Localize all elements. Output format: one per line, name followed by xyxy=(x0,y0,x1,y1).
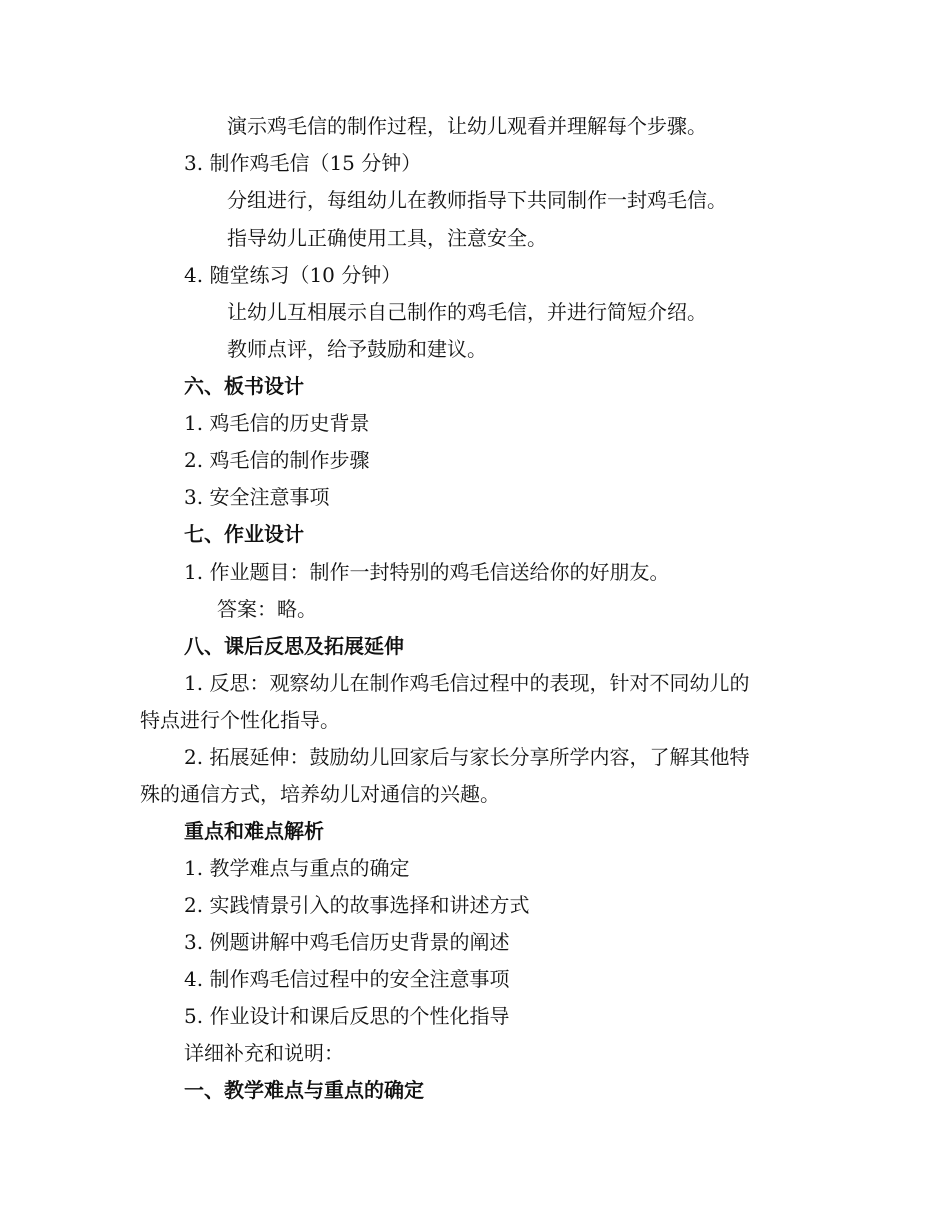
step-3-text-1: 分组进行，每组幼儿在教师指导下共同制作一封鸡毛信。 xyxy=(227,188,727,212)
step-4-title: 4. 随堂练习（10 分钟） xyxy=(184,263,402,287)
key-point-3: 3. 例题讲解中鸡毛信历史背景的阐述 xyxy=(184,930,510,954)
section-heading-key-points: 重点和难点解析 xyxy=(184,819,324,843)
reflection-item-2-line-1: 2. 拓展延伸：鼓励幼儿回家后与家长分享所学内容，了解其他特 xyxy=(184,745,750,769)
step-demo-text: 演示鸡毛信的制作过程，让幼儿观看并理解每个步骤。 xyxy=(227,114,707,138)
key-point-4: 4. 制作鸡毛信过程中的安全注意事项 xyxy=(184,967,510,991)
step-4-text-1: 让幼儿互相展示自己制作的鸡毛信，并进行简短介绍。 xyxy=(227,300,707,324)
section-heading-board-design: 六、板书设计 xyxy=(184,374,304,398)
step-3-title: 3. 制作鸡毛信（15 分钟） xyxy=(184,151,422,175)
supplement-heading: 详细补充和说明： xyxy=(184,1041,344,1065)
key-point-5: 5. 作业设计和课后反思的个性化指导 xyxy=(184,1004,510,1028)
section-heading-key-difficulty: 一、教学难点与重点的确定 xyxy=(184,1078,424,1102)
section-heading-homework: 七、作业设计 xyxy=(184,522,304,546)
board-item-2: 2. 鸡毛信的制作步骤 xyxy=(184,448,370,472)
key-point-1: 1. 教学难点与重点的确定 xyxy=(184,856,410,880)
reflection-item-1-line-1: 1. 反思：观察幼儿在制作鸡毛信过程中的表现，针对不同幼儿的 xyxy=(184,671,750,695)
reflection-item-1-line-2: 特点进行个性化指导。 xyxy=(140,708,340,732)
section-heading-reflection: 八、课后反思及拓展延伸 xyxy=(184,634,404,658)
board-item-1: 1. 鸡毛信的历史背景 xyxy=(184,411,370,435)
homework-item-1: 1. 作业题目：制作一封特别的鸡毛信送给你的好朋友。 xyxy=(184,560,670,584)
step-3-text-2: 指导幼儿正确使用工具，注意安全。 xyxy=(227,226,547,250)
step-4-text-2: 教师点评，给予鼓励和建议。 xyxy=(227,337,487,361)
reflection-item-2-line-2: 殊的通信方式，培养幼儿对通信的兴趣。 xyxy=(140,782,500,806)
key-point-2: 2. 实践情景引入的故事选择和讲述方式 xyxy=(184,893,530,917)
board-item-3: 3. 安全注意事项 xyxy=(184,485,330,509)
homework-answer: 答案：略。 xyxy=(217,597,317,621)
